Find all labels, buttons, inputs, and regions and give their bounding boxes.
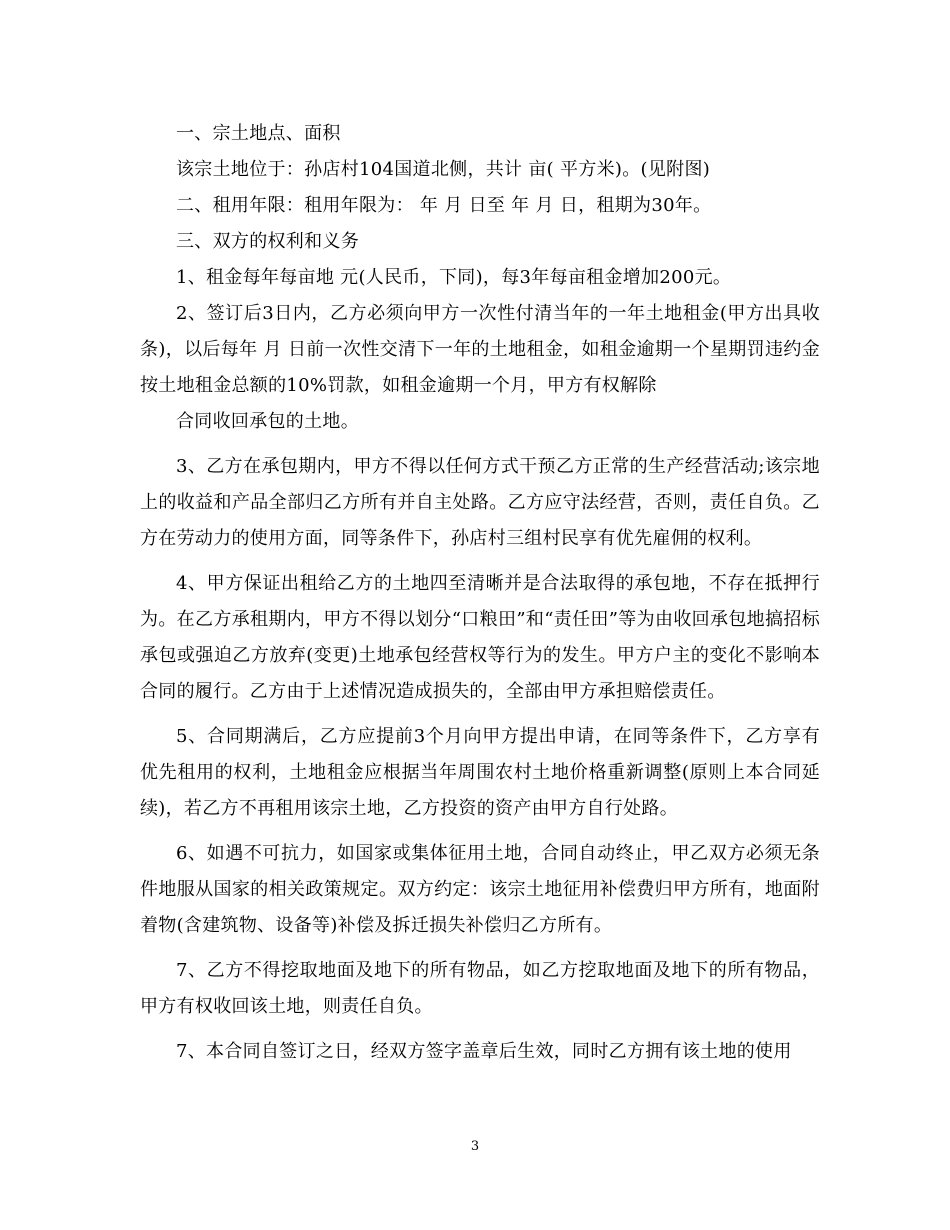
- paragraph-land-location: 该宗土地位于：孙店村104国道北侧，共计 亩( 平方米)。(见附图): [176, 159, 711, 180]
- document-body: [140, 116, 820, 1070]
- clause-2-payment: 2、签订后3日内，乙方必须向甲方一次性付清当年的一年土地租金(甲方出具收条)，以后每年 月 日前一次性交清下一年的土地租金，如租金逾期一个星期罚违约金按土地租金总额的10%罚款，如租金逾期一个月，甲方有权解除: [140, 303, 820, 396]
- clause-6-force-majeure: 6、如遇不可抗力，如国家或集体征用土地，合同自动终止，甲乙双方必须无条件地服从国家的相关政策规定。双方约定：该宗土地征用补偿费归甲方所有，地面附着物(含建筑物、设备等)补偿及拆迁损失补偿归乙方所有。: [140, 843, 820, 936]
- clause-7-excavation: 7、乙方不得挖取地面及地下的所有物品，如乙方挖取地面及地下的所有物品，甲方有权收回该土地，则责任自负。: [140, 960, 820, 1017]
- clause-1-rent: 1、租金每年每亩地 元(人民币，下同)，每3年每亩租金增加200元。: [176, 267, 732, 288]
- clause-5-renewal: 5、合同期满后，乙方应提前3个月向甲方提出申请，在同等条件下，乙方享有优先租用的权利，土地租金应根据当年周围农村土地价格重新调整(原则上本合同延续)，若乙方不再租用该宗土地，乙方投资的资产由甲方自行处路。: [140, 726, 820, 819]
- page-number: 3: [470, 1139, 480, 1154]
- section-heading-lease-term: 二、租用年限：租用年限为： 年 月 日至 年 月 日，租期为30年。: [176, 195, 712, 216]
- section-heading-land-location: 一、宗土地点、面积: [176, 123, 341, 144]
- section-heading-rights-obligations: 三、双方的权利和义务: [176, 231, 359, 252]
- clause-2-continuation: 合同收回承包的土地。: [176, 411, 359, 432]
- clause-7-effective: 7、本合同自签订之日，经双方签字盖章后生效，同时乙方拥有该土地的使用: [176, 1041, 792, 1062]
- clause-3-operation: 3、乙方在承包期内，甲方不得以任何方式干预乙方正常的生产经营活动;该宗地上的收益和产品全部归乙方所有并自主处路。乙方应守法经营，否则，责任自负。乙方在劳动力的使用方面，同等条件下，孙店村三组村民享有优先雇佣的权利。: [140, 456, 820, 549]
- clause-4-guarantee: 4、甲方保证出租给乙方的土地四至清晰并是合法取得的承包地，不存在抵押行为。在乙方承租期内，甲方不得以划分“口粮田”和“责任田”等为由收回承包地搞招标承包或强迫乙方放弃(变更)土地承包经营权等行为的发生。甲方户主的变化不影响本合同的履行。乙方由于上述情况造成损失的，全部由甲方承担赔偿责任。: [140, 573, 820, 702]
